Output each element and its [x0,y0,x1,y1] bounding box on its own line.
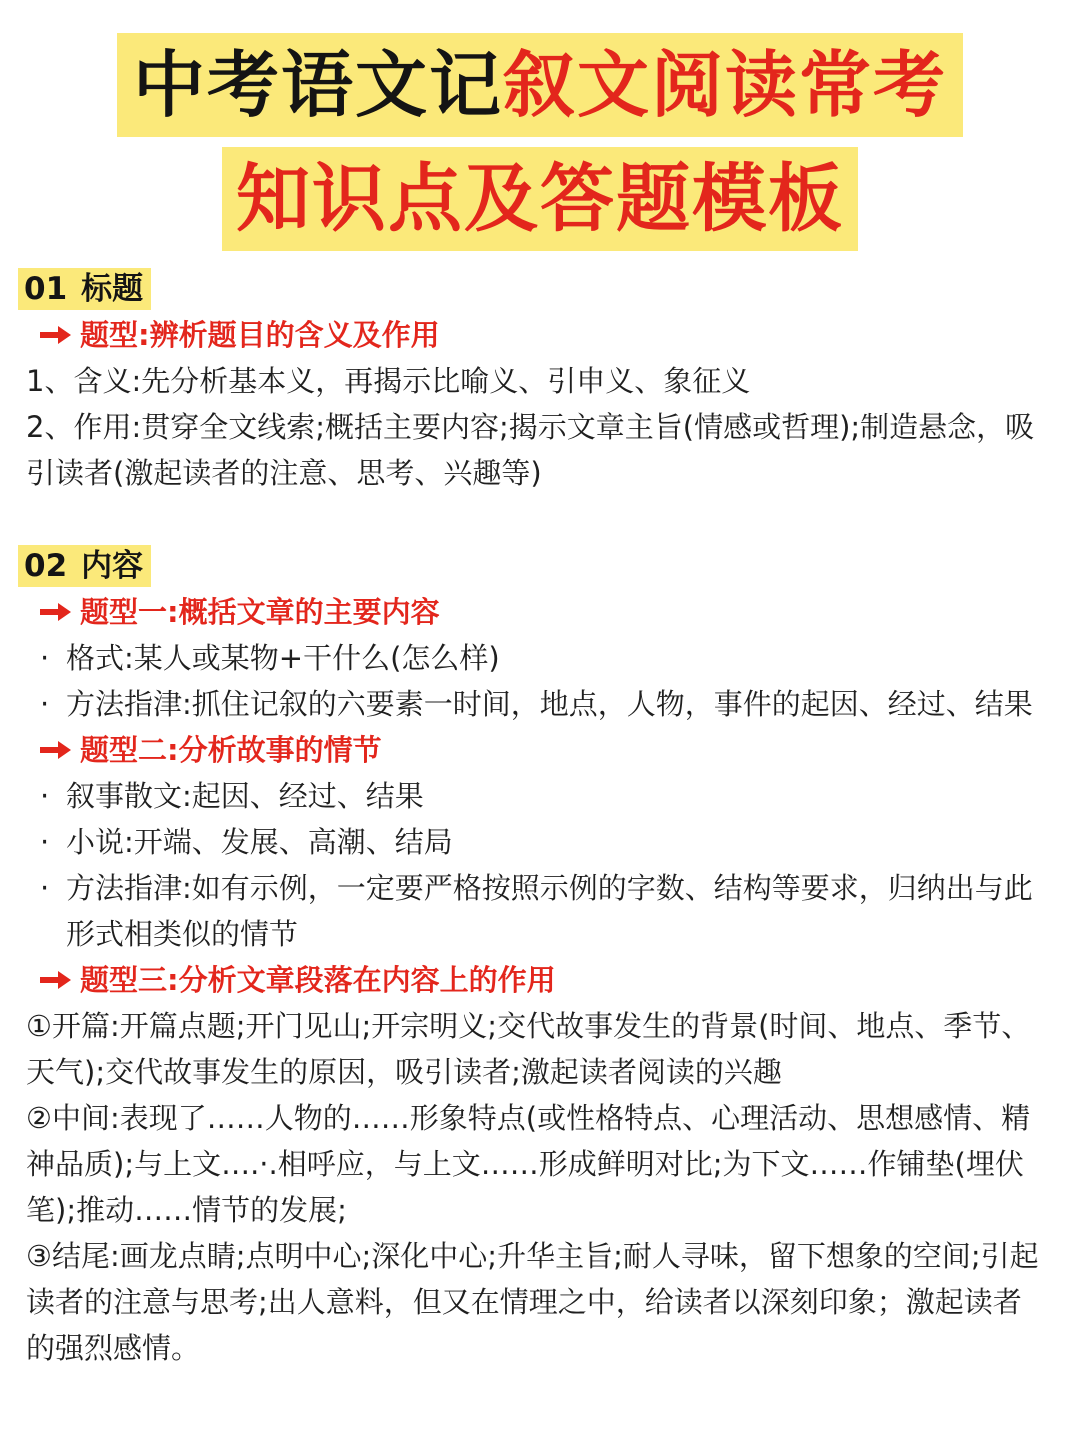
section-header [18,545,151,587]
bullet-item [18,635,1058,681]
text-line: ①开篇:开篇点题;开门见山;开宗明义;交代故事发生的背景(时间、地点、季节、天气);交代故事发生的原因，吸引读者;激起读者阅读的兴趣 [26,1009,1031,1089]
section-number: 01 [24,271,68,307]
title-line-2: 知识点及答题模板 [222,147,858,251]
section-heading: 内容 [81,548,144,584]
section-header-row [18,545,1058,587]
bullet-item [18,865,1058,957]
bullet-dot: · [40,641,50,675]
question-type-text: 题型一:概括文章的主要内容 [80,595,440,629]
text-line: ②中间:表现了……人物的……形象特点(或性格特点、心理活动、思想感情、精神品质);与上文….·.相呼应，与上文……形成鲜明对比;为下文……作铺垫(埋伏笔);推动……情节的发展; [26,1101,1031,1227]
bullet-text: 叙事散文:起因、经过、结果 [66,779,424,813]
question-type [18,312,1058,358]
bullet-dot: · [40,687,50,721]
right-arrow-icon [38,325,72,345]
title-line-1 [117,33,963,137]
question-type-text: 题型二:分析故事的情节 [80,733,382,767]
question-type-1 [18,589,1058,635]
bullet-text: 方法指津:如有示例，一定要严格按照示例的字数、结构等要求，归纳出与此形式相类似的情节 [66,871,1033,951]
section-heading: 标题 [81,271,144,307]
right-arrow-icon [38,602,72,622]
bullet-item [18,819,1058,865]
bullet-item [18,773,1058,819]
page-subtitle [0,147,1080,251]
bullet-dot: · [40,825,50,859]
section-header [18,268,151,310]
bullet-text: 格式:某人或某物+干什么(怎么样) [66,641,500,675]
page-title [0,33,1080,137]
bullet-item [18,681,1058,727]
bullet-dot: · [40,871,50,905]
bullet-dot: · [40,779,50,813]
section-number: 02 [24,548,68,584]
title-red-part: 叙文阅读常考 [503,42,948,127]
title-dark-part: 中考语文记 [132,42,503,127]
section-header-row [18,268,1058,310]
right-arrow-icon [38,740,72,760]
text-line: ③结尾:画龙点睛;点明中心;深化中心;升华主旨;耐人寻味，留下想象的空间;引起读者的注意与思考;出人意料，但又在情理之中，给读者以深刻印象；激起读者的强烈感情。 [26,1239,1039,1365]
text-line: 1、含义:先分析基本义，再揭示比喻义、引申义、象征义 [26,364,751,398]
question-type-3 [18,957,1058,1003]
question-type-text: 题型三:分析文章段落在内容上的作用 [80,963,556,997]
question-type-text: 题型:辨析题目的含义及作用 [80,318,440,352]
text-line: 2、作用:贯穿全文线索;概括主要内容;揭示文章主旨(情感或哲理);制造悬念，吸引读者(激起读者的注意、思考、兴趣等) [26,410,1035,490]
bullet-text: 小说:开端、发展、高潮、结局 [66,825,453,859]
section-content [18,545,1058,1371]
right-arrow-icon [38,970,72,990]
section-title [18,268,1058,496]
bullet-text: 方法指津:抓住记叙的六要素一时间，地点，人物，事件的起因、经过、结果 [66,687,1033,721]
question-type-2 [18,727,1058,773]
